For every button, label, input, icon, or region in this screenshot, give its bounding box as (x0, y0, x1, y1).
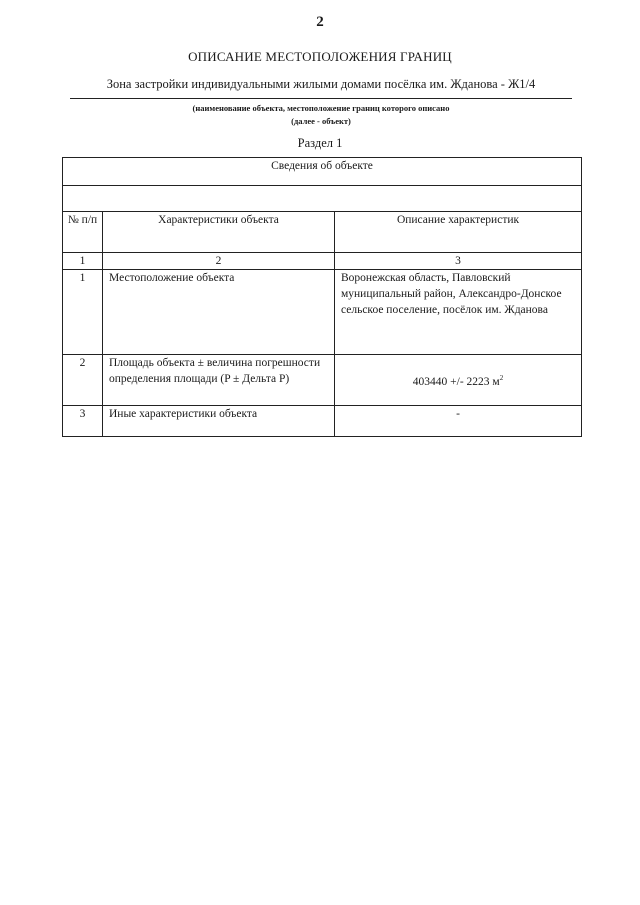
row-num: 3 (63, 406, 103, 437)
column-header-characteristic: Характеристики объекта (103, 212, 335, 253)
row-characteristic: Площадь объекта ± величина погрешности определения площади (P ± Дельта P) (103, 355, 335, 406)
column-numbers-row (63, 253, 582, 270)
column-number-1: 1 (63, 253, 103, 270)
row-description: Воронежская область, Павловский муниципальный район, Александро-Донское сельское поселение, посёлок им. Жданова (335, 270, 582, 355)
row-description: - (335, 406, 582, 437)
row-description (335, 355, 582, 406)
column-number-3: 3 (335, 253, 582, 270)
object-name-underline (70, 98, 572, 99)
row-characteristic: Иные характеристики объекта (103, 406, 335, 437)
object-info-table (62, 157, 582, 437)
object-name-caption (70, 102, 572, 128)
table-row (63, 355, 582, 406)
table-header-row (63, 158, 582, 186)
area-unit-superscript: 2 (499, 374, 504, 383)
table-blank-cell (63, 186, 582, 212)
table-header: Сведения об объекте (63, 158, 582, 186)
document-title: ОПИСАНИЕ МЕСТОПОЛОЖЕНИЯ ГРАНИЦ (188, 49, 452, 64)
area-value: 403440 +/- 2223 м (412, 375, 500, 388)
caption-line-1: (наименование объекта, местоположение границ которого описано (192, 103, 450, 113)
caption-line-2: (далее - объект) (291, 116, 351, 126)
object-name: Зона застройки индивидуальными жилыми домами посёлка им. Жданова - Ж1/4 (106, 77, 536, 91)
row-num: 2 (63, 355, 103, 406)
table-row (63, 406, 582, 437)
column-number-2: 2 (103, 253, 335, 270)
column-headers-row (63, 212, 582, 253)
row-num: 1 (63, 270, 103, 355)
section-label: Раздел 1 (297, 136, 343, 150)
table-blank-row (63, 186, 582, 212)
column-header-num: № п/п (63, 212, 103, 253)
column-header-description: Описание характеристик (335, 212, 582, 253)
page-number: 2 (316, 14, 324, 30)
row-characteristic: Местоположение объекта (103, 270, 335, 355)
table-row (63, 270, 582, 355)
